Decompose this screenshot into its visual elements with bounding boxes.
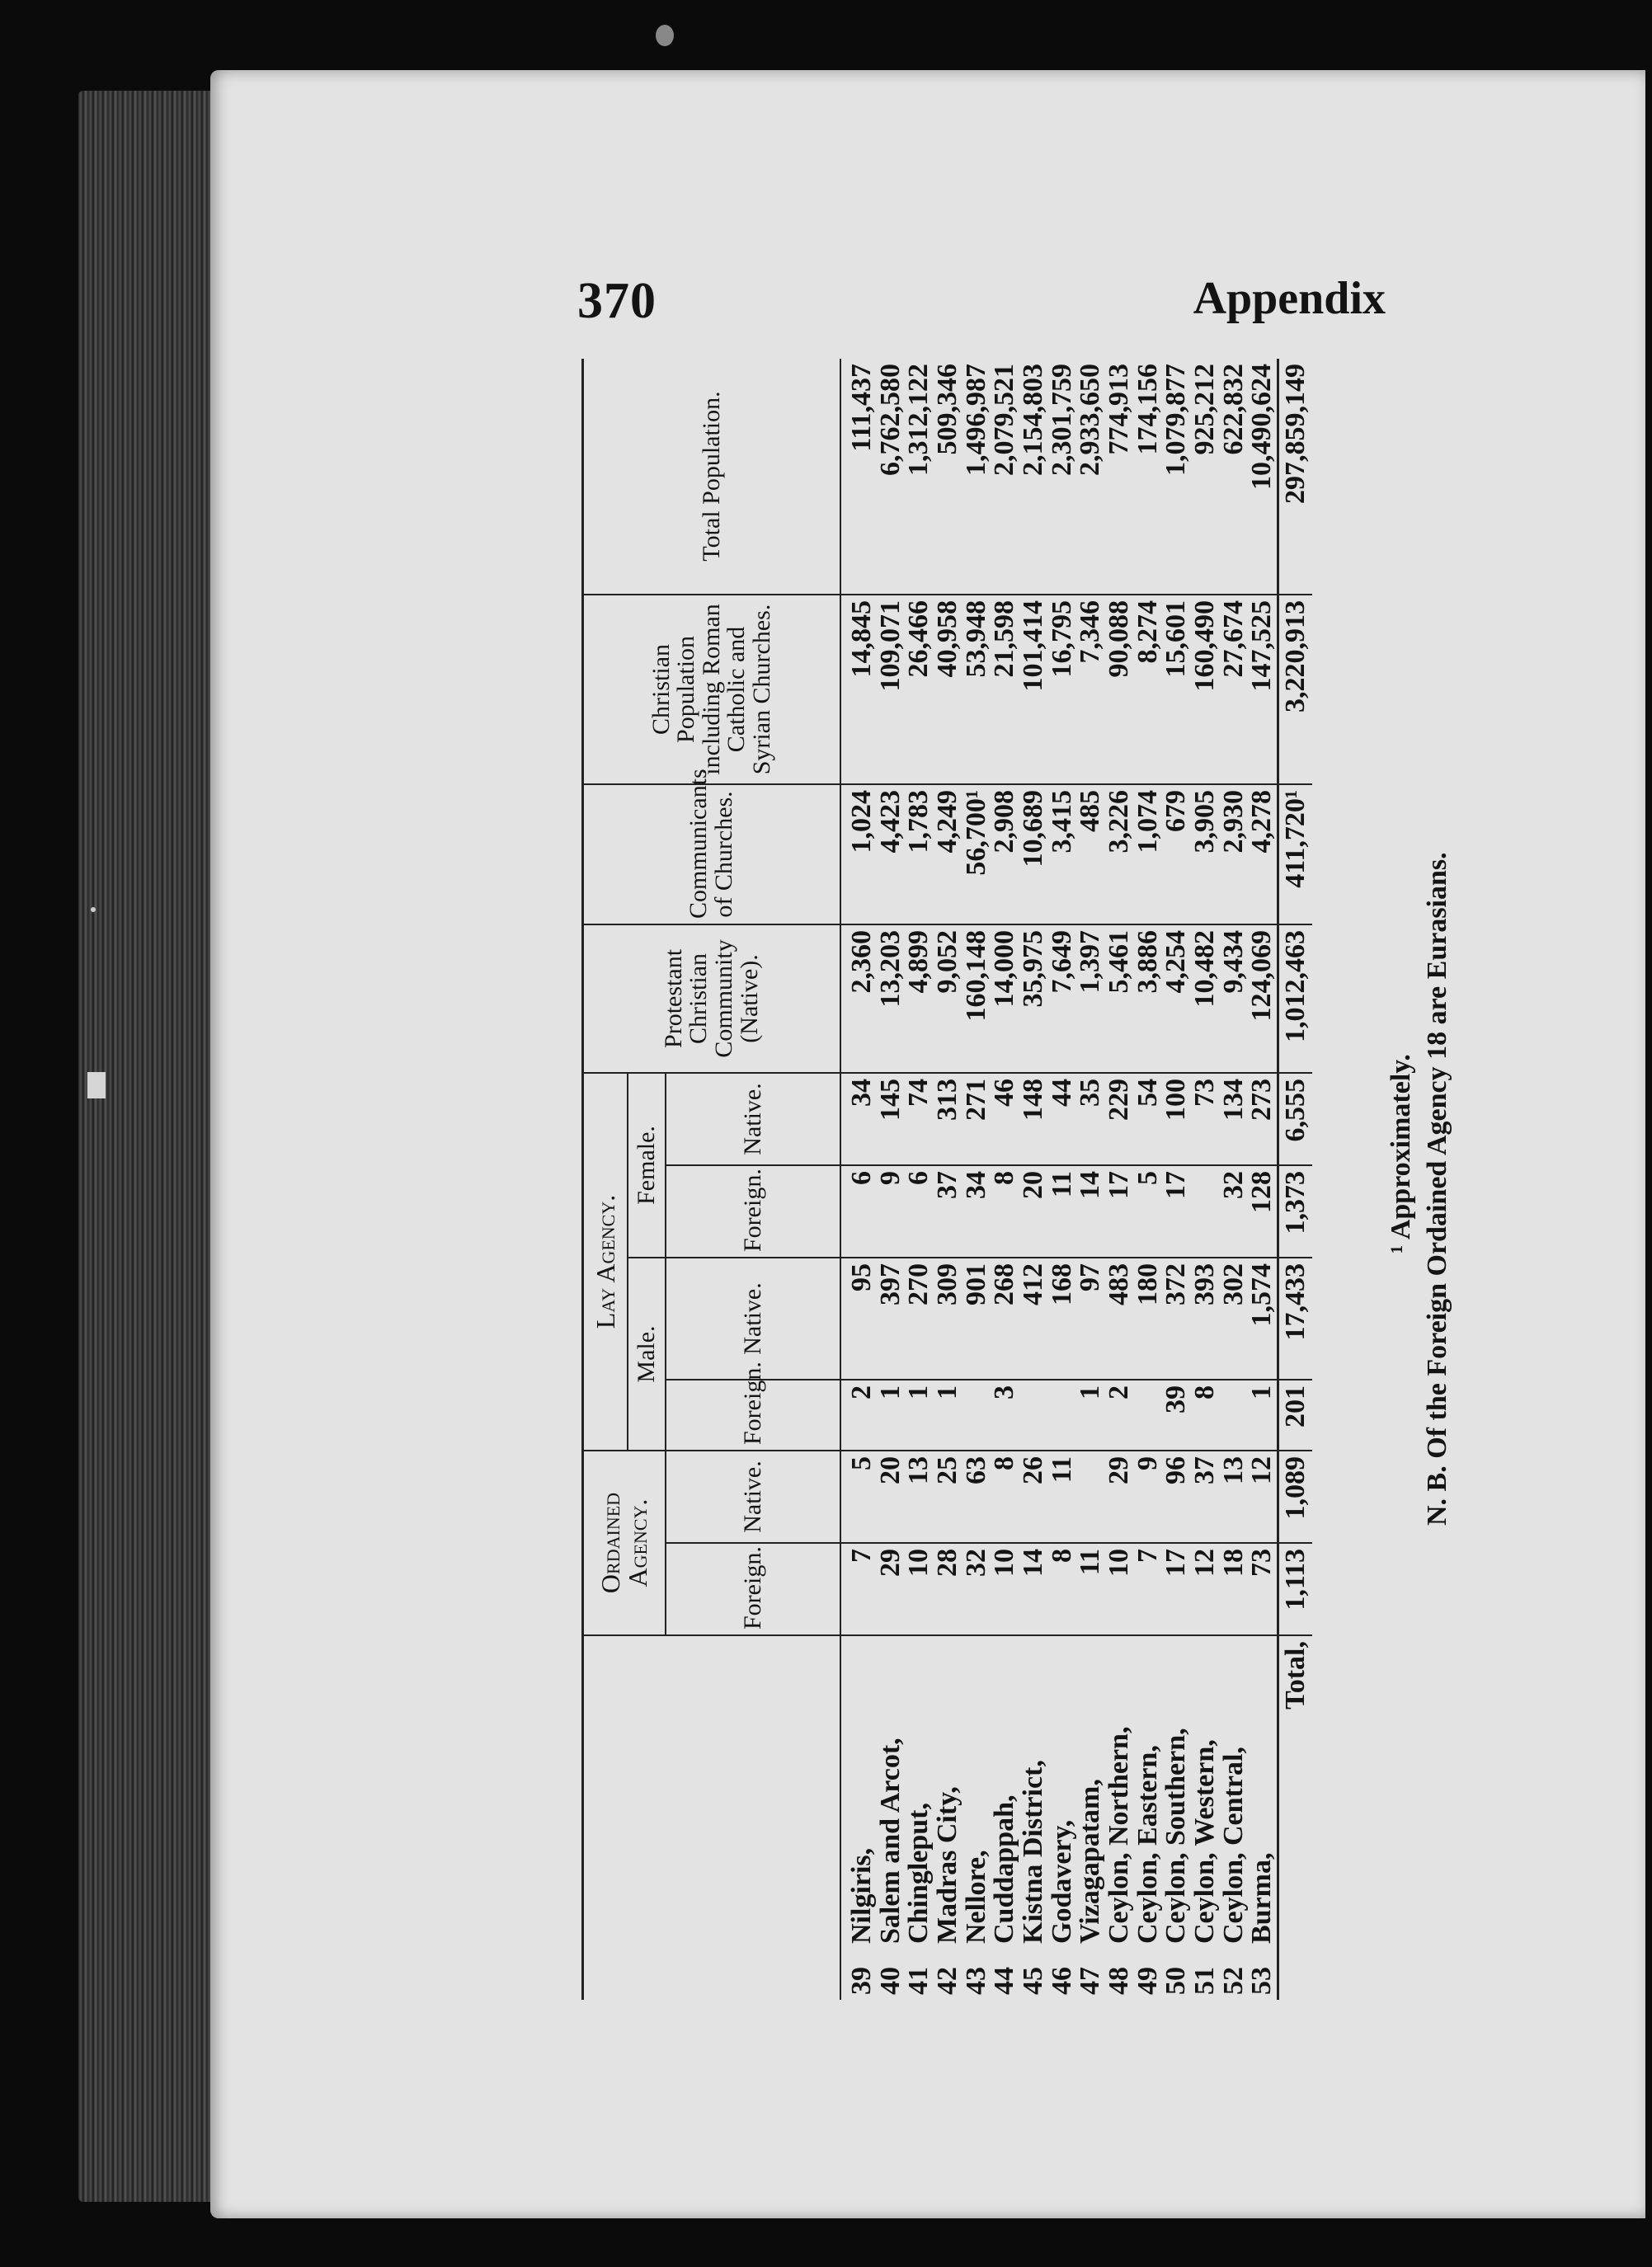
total-female-foreign: 1,373 [1278,1165,1313,1258]
total-male-native: 17,433 [1278,1258,1313,1380]
cell-male-native: 302 [1220,1258,1249,1380]
cell-ord-native: 5 [840,1451,877,1543]
cell-ord-native: 8 [991,1451,1019,1543]
row-number: 52 [1217,1967,1249,1995]
cell-ord-foreign: 29 [877,1543,906,1635]
cell-ord-native: 29 [1105,1451,1134,1543]
cell-female-foreign: 17 [1162,1165,1191,1258]
cell-female-native: 271 [962,1073,991,1165]
cell-male-foreign [1019,1380,1048,1451]
row-number: 48 [1104,1967,1135,1995]
cell-female-foreign: 14 [1076,1165,1105,1258]
table-header [583,359,841,2000]
header-male-native: Native. [666,1258,840,1380]
statistics-table [581,359,1312,2000]
cell-male-native: 393 [1191,1258,1220,1380]
cell-male-foreign: 1 [1248,1380,1278,1451]
cell-communicants: 4,249 [934,784,962,924]
cell-female-foreign: 9 [877,1165,906,1258]
total-communicants: 411,720¹ [1278,784,1313,924]
cell-ord-foreign: 7 [840,1543,877,1635]
table-row [934,359,962,2000]
cell-community: 10,482 [1191,924,1220,1073]
header-protestant-community: Protestant Christian Community (Native). [583,924,841,1073]
table-row [1134,359,1163,2000]
cell-community: 1,397 [1076,924,1105,1073]
cell-female-native: 34 [840,1073,877,1165]
cell-christian-pop: 14,845 [840,595,877,784]
cell-female-foreign: 32 [1220,1165,1249,1258]
total-protestant-community: 1,012,463 [1278,924,1313,1073]
cell-male-foreign: 1 [934,1380,962,1451]
header-female: Female. [628,1073,666,1258]
cell-female-native: 134 [1220,1073,1249,1165]
cell-male-native: 268 [991,1258,1019,1380]
cell-female-foreign: 37 [934,1165,962,1258]
row-district-name: Ceylon, Central, [1217,1747,1249,1944]
cell-ord-native: 25 [934,1451,962,1543]
cell-female-native: 229 [1105,1073,1134,1165]
cell-male-foreign [962,1380,991,1451]
cell-ord-foreign: 10 [991,1543,1019,1635]
cell-male-native: 483 [1105,1258,1134,1380]
cell-total-pop: 2,933,650 [1076,359,1105,595]
cell-ord-foreign: 73 [1248,1543,1278,1635]
table-row [1076,359,1105,2000]
table-row [962,359,991,2000]
row-number: 41 [903,1967,934,1995]
total-label: Total, [1278,1635,1313,1949]
cell-communicants: 2,930 [1220,784,1249,924]
row-number: 50 [1160,1967,1192,1995]
cell-male-foreign [1134,1380,1163,1451]
table-total-row [1278,359,1313,2000]
cell-christian-pop: 7,346 [1076,595,1105,784]
header-male-foreign: Foreign. [666,1380,840,1451]
cell-female-foreign: 20 [1019,1165,1048,1258]
nota-bene: N. B. Of the Foreign Ordained Agency 18 are Eurasians. [1422,852,1452,1526]
cell-total-pop: 1,496,987 [962,359,991,595]
cell-male-foreign: 39 [1162,1380,1191,1451]
cell-ord-native: 20 [877,1451,906,1543]
row-district-name: Kistna District, [1018,1760,1049,1944]
cell-ord-native: 37 [1191,1451,1220,1543]
cell-ord-native [1076,1451,1105,1543]
cell-community: 4,899 [905,924,934,1073]
row-number: 53 [1246,1967,1278,1995]
cell-ord-native: 26 [1019,1451,1048,1543]
table-row [1220,359,1249,2000]
cell-community: 9,052 [934,924,962,1073]
scan-artifact [91,907,96,912]
cell-female-foreign: 128 [1248,1165,1278,1258]
cell-female-foreign [1191,1165,1220,1258]
total-female-native: 6,555 [1278,1073,1313,1165]
cell-community: 13,203 [877,924,906,1073]
cell-ord-native: 63 [962,1451,991,1543]
scan-artifact [656,25,674,46]
cell-christian-pop: 90,088 [1105,595,1134,784]
cell-ord-foreign: 8 [1048,1543,1077,1635]
row-district-name: Cuddappah, [989,1794,1020,1944]
cell-total-pop: 622,832 [1220,359,1249,595]
cell-community: 3,886 [1134,924,1163,1073]
cell-total-pop: 1,079,877 [1162,359,1191,595]
row-district-name: Vizagapatam, [1075,1779,1106,1944]
row-district-name: Burma, [1246,1852,1278,1944]
row-district-name: Ceylon, Western, [1189,1739,1221,1944]
cell-ord-native: 12 [1248,1451,1278,1543]
cell-ord-native: 96 [1162,1451,1191,1543]
cell-female-native: 35 [1076,1073,1105,1165]
cell-female-native: 313 [934,1073,962,1165]
cell-christian-pop: 16,795 [1048,595,1077,784]
cell-female-native: 148 [1019,1073,1048,1165]
cell-ord-foreign: 28 [934,1543,962,1635]
cell-christian-pop: 101,414 [1019,595,1048,784]
cell-female-native: 74 [905,1073,934,1165]
cell-female-native: 100 [1162,1073,1191,1165]
row-district-name: Salem and Arcot, [874,1738,906,1944]
cell-community: 4,254 [1162,924,1191,1073]
cell-total-pop: 10,490,624 [1248,359,1278,595]
page-number: 370 [577,273,657,329]
header-communicants: Communicants of Churches. [583,784,841,924]
total-total-population: 297,859,149 [1278,359,1313,595]
cell-communicants: 56,700¹ [962,784,991,924]
row-district-name: Madras City, [932,1786,963,1944]
total-spacer [1278,1949,1313,2000]
row-district-name: Ceylon, Southern, [1160,1728,1192,1944]
cell-christian-pop: 26,466 [905,595,934,784]
cell-total-pop: 509,346 [934,359,962,595]
cell-female-foreign: 6 [840,1165,877,1258]
row-number: 45 [1018,1967,1049,1995]
cell-male-foreign: 2 [1105,1380,1134,1451]
total-male-foreign: 201 [1278,1380,1313,1451]
cell-ord-foreign: 18 [1220,1543,1249,1635]
cell-male-native: 1,574 [1248,1258,1278,1380]
cell-male-native: 95 [840,1258,877,1380]
cell-christian-pop: 109,071 [877,595,906,784]
table-row [991,359,1019,2000]
cell-male-native: 180 [1134,1258,1163,1380]
cell-female-foreign: 6 [905,1165,934,1258]
row-number: 40 [874,1967,906,1995]
cell-christian-pop: 27,674 [1220,595,1249,784]
table-row [1248,359,1278,2000]
cell-male-native: 168 [1048,1258,1077,1380]
running-head: Appendix [1193,273,1386,324]
cell-community: 5,461 [1105,924,1134,1073]
cell-communicants: 3,226 [1105,784,1134,924]
cell-total-pop: 925,212 [1191,359,1220,595]
header-female-native: Native. [666,1073,840,1165]
cell-ord-foreign: 32 [962,1543,991,1635]
cell-male-native: 97 [1076,1258,1105,1380]
row-number: 49 [1132,1967,1163,1995]
cell-female-native: 145 [877,1073,906,1165]
table-row [877,359,906,2000]
cell-ord-foreign: 7 [1134,1543,1163,1635]
cell-male-foreign: 3 [991,1380,1019,1451]
table-body [840,359,1312,2000]
row-number: 47 [1075,1967,1106,1995]
cell-male-native: 901 [962,1258,991,1380]
cell-community: 9,434 [1220,924,1249,1073]
cell-female-foreign: 11 [1048,1165,1077,1258]
cell-communicants: 679 [1162,784,1191,924]
total-ordained-foreign: 1,113 [1278,1543,1313,1635]
statistics-table-rotated [581,359,1373,2000]
cell-male-foreign: 2 [840,1380,877,1451]
cell-female-native: 273 [1248,1073,1278,1165]
cell-christian-pop: 8,274 [1134,595,1163,784]
table-row [1048,359,1077,2000]
book-page-edges [78,91,210,2202]
header-spacer [583,1635,841,2000]
cell-female-foreign: 8 [991,1165,1019,1258]
header-male: Male. [628,1258,666,1451]
cell-female-foreign: 5 [1134,1165,1163,1258]
cell-communicants: 4,423 [877,784,906,924]
header-total-population: Total Population. [583,359,841,595]
cell-ord-foreign: 17 [1162,1543,1191,1635]
cell-ord-foreign: 11 [1076,1543,1105,1635]
table-row [1019,359,1048,2000]
cell-communicants: 485 [1076,784,1105,924]
cell-male-native: 397 [877,1258,906,1380]
cell-community: 124,069 [1248,924,1278,1073]
cell-communicants: 10,689 [1019,784,1048,924]
cell-total-pop: 6,762,580 [877,359,906,595]
row-number: 51 [1189,1967,1221,1995]
cell-male-foreign: 1 [905,1380,934,1451]
table-row [1105,359,1134,2000]
cell-total-pop: 174,156 [1134,359,1163,595]
cell-ord-native: 13 [1220,1451,1249,1543]
cell-male-native: 309 [934,1258,962,1380]
page-header [577,272,1386,338]
cell-female-foreign: 34 [962,1165,991,1258]
cell-ord-native: 11 [1048,1451,1077,1543]
row-number: 44 [989,1967,1020,1995]
cell-ord-foreign: 10 [905,1543,934,1635]
cell-community: 35,975 [1019,924,1048,1073]
row-number: 43 [960,1967,991,1995]
row-district-name: Nellore, [960,1850,991,1944]
cell-ord-foreign: 10 [1105,1543,1134,1635]
row-number: 46 [1046,1967,1077,1995]
cell-christian-pop: 21,598 [991,595,1019,784]
cell-communicants: 3,415 [1048,784,1077,924]
cell-ord-native: 13 [905,1451,934,1543]
cell-communicants: 1,783 [905,784,934,924]
cell-male-foreign [1220,1380,1249,1451]
table-notes [1386,701,1476,1526]
cell-community: 7,649 [1048,924,1077,1073]
row-number: 39 [846,1967,877,1995]
cell-female-native: 46 [991,1073,1019,1165]
cell-total-pop: 2,079,521 [991,359,1019,595]
row-district-name: Ceylon, Eastern, [1132,1745,1163,1944]
cell-female-foreign: 17 [1105,1165,1134,1258]
table-row [840,359,877,2000]
row-district-name: Ceylon, Northern, [1104,1726,1135,1944]
table-row [1191,359,1220,2000]
cell-total-pop: 2,301,759 [1048,359,1077,595]
cell-total-pop: 2,154,803 [1019,359,1048,595]
total-ordained-native: 1,089 [1278,1451,1313,1543]
header-christian-population: Christian Population including Roman Catholic and Syrian Churches. [583,595,841,784]
cell-community: 14,000 [991,924,1019,1073]
scan-artifact [87,1072,106,1098]
footnote: ¹ Approximately. [1386,1054,1416,1253]
cell-community: 2,360 [840,924,877,1073]
cell-communicants: 3,905 [1191,784,1220,924]
table-row [1162,359,1191,2000]
row-number: 42 [932,1967,963,1995]
cell-total-pop: 1,312,122 [905,359,934,595]
header-ordained-foreign: Foreign. [666,1543,840,1635]
table-row [905,359,934,2000]
cell-total-pop: 774,913 [1105,359,1134,595]
cell-christian-pop: 53,948 [962,595,991,784]
cell-male-foreign: 8 [1191,1380,1220,1451]
cell-christian-pop: 15,601 [1162,595,1191,784]
cell-ord-native: 9 [1134,1451,1163,1543]
cell-female-native: 54 [1134,1073,1163,1165]
cell-female-native: 73 [1191,1073,1220,1165]
cell-male-foreign: 1 [1076,1380,1105,1451]
header-ordained-agency: Ordained Agency. [583,1451,666,1635]
header-female-foreign: Foreign. [666,1165,840,1258]
cell-ord-foreign: 14 [1019,1543,1048,1635]
cell-male-native: 270 [905,1258,934,1380]
total-christian-population: 3,220,913 [1278,595,1313,784]
cell-communicants: 1,024 [840,784,877,924]
cell-ord-foreign: 12 [1191,1543,1220,1635]
cell-male-foreign: 1 [877,1380,906,1451]
cell-female-native: 44 [1048,1073,1077,1165]
row-district-name: Nilgiris, [846,1847,877,1944]
row-district-name: Chingleput, [903,1803,934,1944]
cell-communicants: 4,278 [1248,784,1278,924]
cell-christian-pop: 40,958 [934,595,962,784]
header-ordained-native: Native. [666,1451,840,1543]
cell-male-native: 412 [1019,1258,1048,1380]
cell-communicants: 1,074 [1134,784,1163,924]
cell-christian-pop: 147,525 [1248,595,1278,784]
cell-male-native: 372 [1162,1258,1191,1380]
cell-communicants: 2,908 [991,784,1019,924]
cell-christian-pop: 160,490 [1191,595,1220,784]
cell-community: 160,148 [962,924,991,1073]
cell-total-pop: 111,437 [840,359,877,595]
header-lay-agency: Lay Agency. [583,1073,628,1451]
cell-male-foreign [1048,1380,1077,1451]
row-district-name: Godavery, [1046,1819,1077,1944]
